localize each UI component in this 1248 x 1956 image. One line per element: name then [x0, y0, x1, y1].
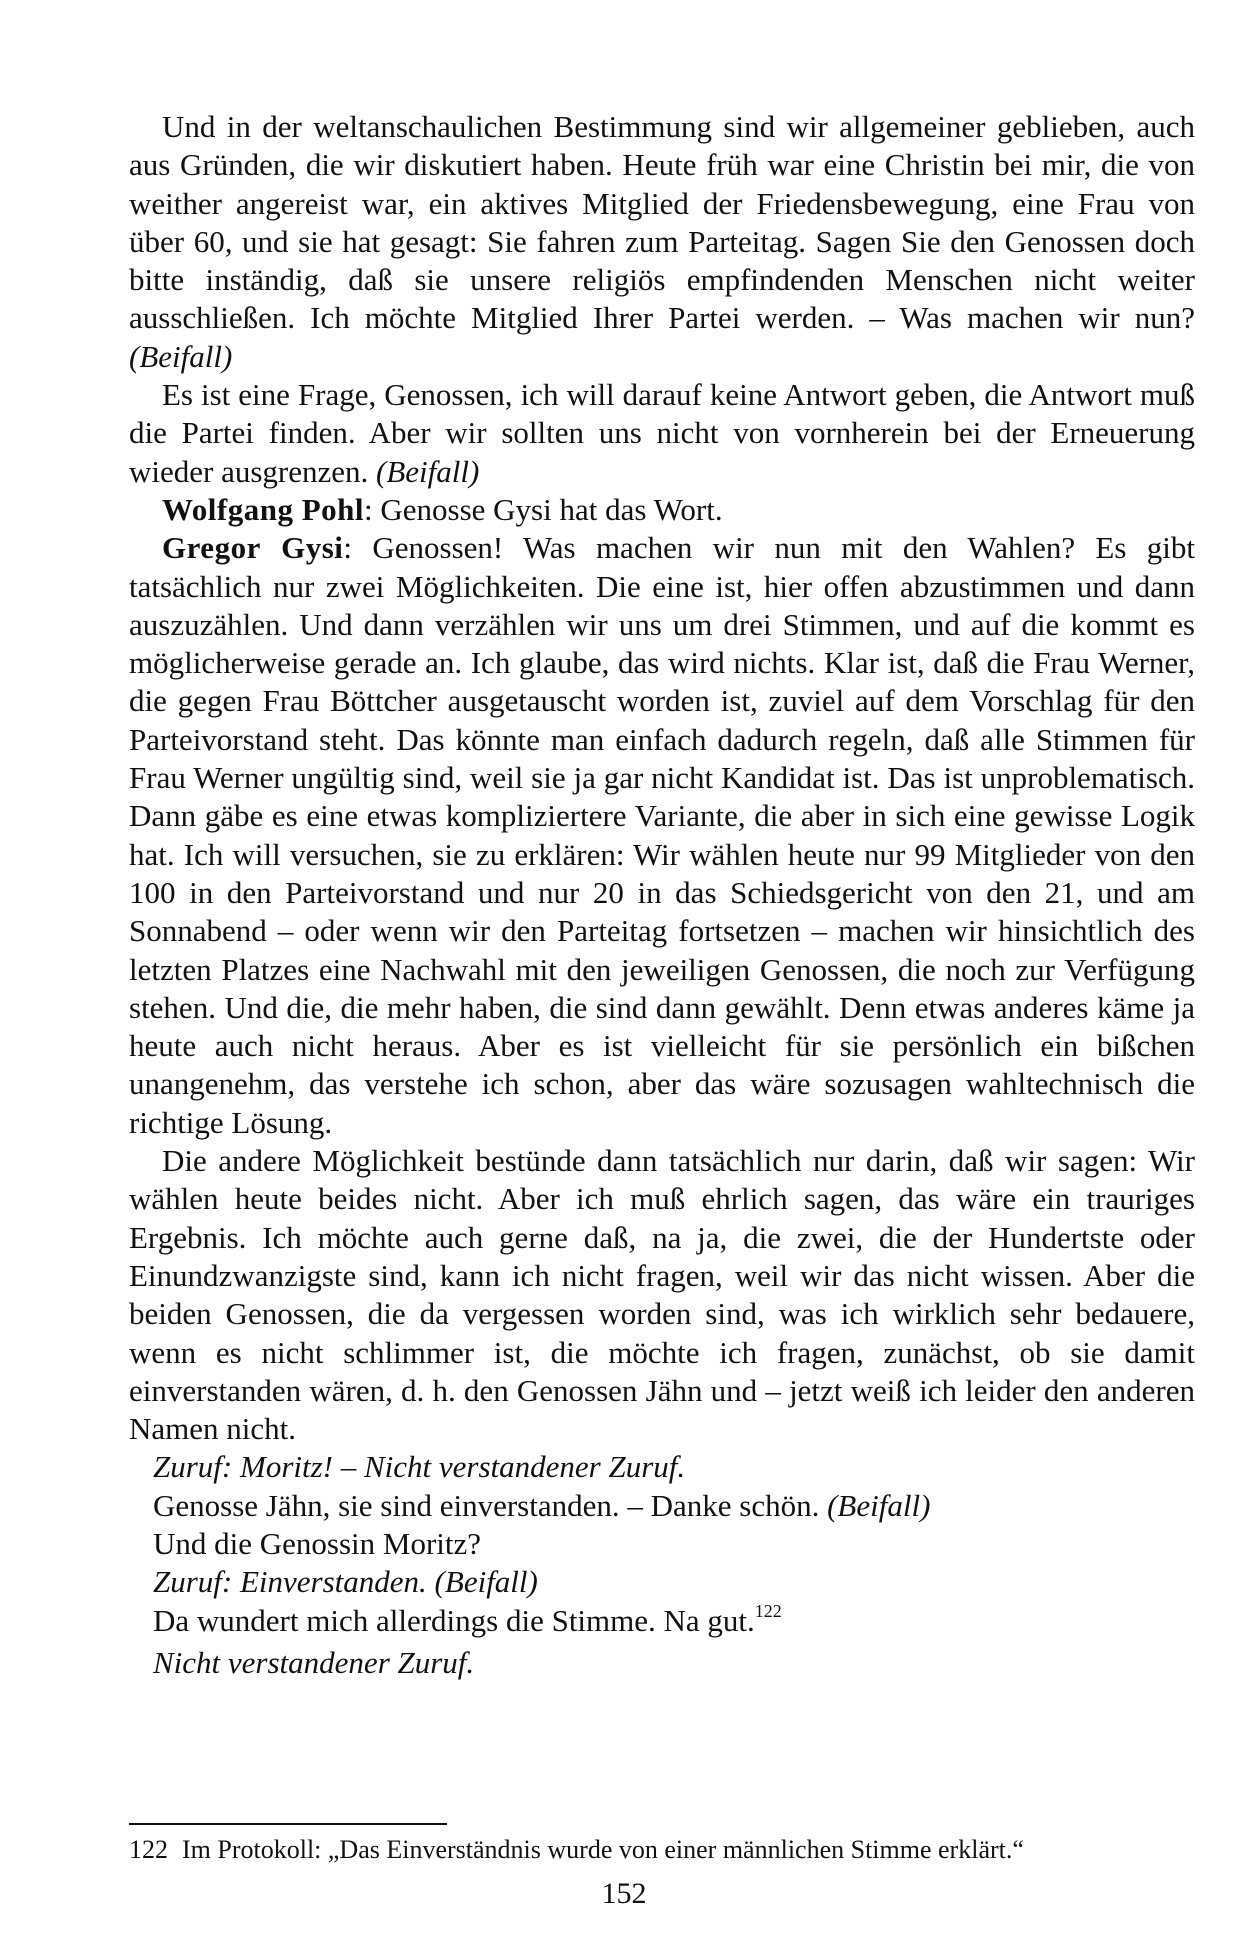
footnote-number: 122 — [129, 1835, 168, 1864]
paragraph-4 — [129, 529, 1195, 1142]
footnote-reference: 122 — [754, 1600, 782, 1621]
footnote-separator — [129, 1823, 447, 1825]
reply-line — [129, 1487, 1195, 1525]
paragraph-text: Und in der weltanschaulichen Bestimmung sind wir allgemeiner geblieben, auch aus Gründen, die wir diskutiert haben. Heute früh war eine Christin bei mir, die von weither angereist war, ein aktives Mitglied der Friedensbewegung, eine Frau von über 60, und sie hat gesagt: Sie fahren zum Parteitag. Sagen Sie den Genossen doch bitte inständig, daß sie unsere religiös empfindenden Menschen nicht weiter ausschließen. Ich möchte Mitglied Ihrer Partei werden. – Was machen wir nun? — [129, 109, 1195, 336]
interjection-line: Zuruf: Moritz! – Nicht verstandener Zuruf. — [153, 1449, 686, 1485]
speaker-name: Wolfgang Pohl — [162, 491, 365, 527]
applause-note: (Beifall) — [129, 338, 233, 374]
interjection-line: Zuruf: Einverstanden. (Beifall) — [153, 1564, 538, 1600]
paragraph-3 — [129, 491, 1195, 529]
reply-text: Da wundert mich allerdings die Stimme. Na gut. — [153, 1602, 755, 1638]
speaker-name: Gregor Gysi — [162, 530, 344, 566]
paragraph-text: : Genossen! Was machen wir nun mit den Wahlen? Es gibt tatsächlich nur zwei Möglichkeiten. Die eine ist, hier offen abzustimmen und dann auszuzählen. Und dann verzählen wir uns um drei Stimmen, und auf die kommt es möglicherweise gerade an. Ich glaube, das wird nichts. Klar ist, daß die Frau Werner, die gegen Frau Böttcher ausgetauscht worden ist, zuviel auf dem Vorschlag für den Parteivorstand steht. Das könnte man einfach dadurch regeln, daß alle Stimmen für Frau Werner ungültig sind, weil sie ja gar nicht Kandidat ist. Das ist unproblematisch. Dann gäbe es eine etwas kompliziertere Variante, die aber in sich eine gewisse Logik hat. Ich will versuchen, sie zu erklären: Wir wählen heute nur 99 Mitglieder von den 100 in den Parteivorstand und nur 20 in das Schiedsgericht von den 21, und am Sonnabend – oder wenn wir den Parteitag fortsetzen – machen wir hinsichtlich des letzten Platzes eine Nachwahl mit den jeweiligen Genossen, die noch zur Verfügung stehen. Und die, die mehr haben, die sind dann gewählt. Denn etwas anderes käme ja heute auch nicht heraus. Aber es ist vielleicht für sie persönlich ein bißchen unangenehm, das verstehe ich schon, aber das wäre sozusagen wahltechnisch die richtige Lösung. — [129, 530, 1195, 1140]
interjection-line: Nicht verstandener Zuruf. — [153, 1644, 475, 1680]
reply-line — [129, 1602, 1195, 1644]
reply-text: Genosse Jähn, sie sind einverstanden. – Danke schön. — [153, 1487, 820, 1523]
paragraph-text: Es ist eine Frage, Genossen, ich will darauf keine Antwort geben, die Antwort muß die Partei finden. Aber wir sollten uns nicht von vornherein bei der Erneuerung wieder ausgrenzen. — [129, 377, 1195, 489]
paragraph-1 — [129, 108, 1195, 376]
footnote-text: Im Protokoll: „Das Einverständnis wurde von einer männlichen Stimme erklärt.“ — [182, 1835, 1024, 1864]
main-text — [129, 108, 1195, 1682]
applause-note: (Beifall) — [376, 453, 480, 489]
paragraph-2 — [129, 376, 1195, 491]
page-number: 152 — [601, 1877, 647, 1910]
applause-note: (Beifall) — [827, 1487, 931, 1523]
paragraph-text: : Genosse Gysi hat das Wort. — [364, 491, 723, 527]
question-line: Und die Genossin Moritz? — [153, 1525, 482, 1561]
paragraph-5 — [129, 1142, 1195, 1448]
footnote — [129, 1833, 1195, 1867]
paragraph-text: Die andere Möglichkeit bestünde dann tatsächlich nur darin, daß wir sagen: Wir wählen heute beides nicht. Aber ich muß ehrlich sagen, das wäre ein trauriges Ergebnis. Ich möchte auch gerne daß, na ja, die zwei, die der Hundertste oder Einundzwanzigste sind, kann ich nicht fragen, weil wir das nicht wissen. Aber die beiden Genossen, die da vergessen worden sind, was ich wirklich sehr bedauere, wenn es nicht schlimmer ist, die möchte ich fragen, zunächst, ob sie damit einverstanden wären, d. h. den Genossen Jähn und – jetzt weiß ich leider den anderen Namen nicht. — [129, 1143, 1195, 1447]
